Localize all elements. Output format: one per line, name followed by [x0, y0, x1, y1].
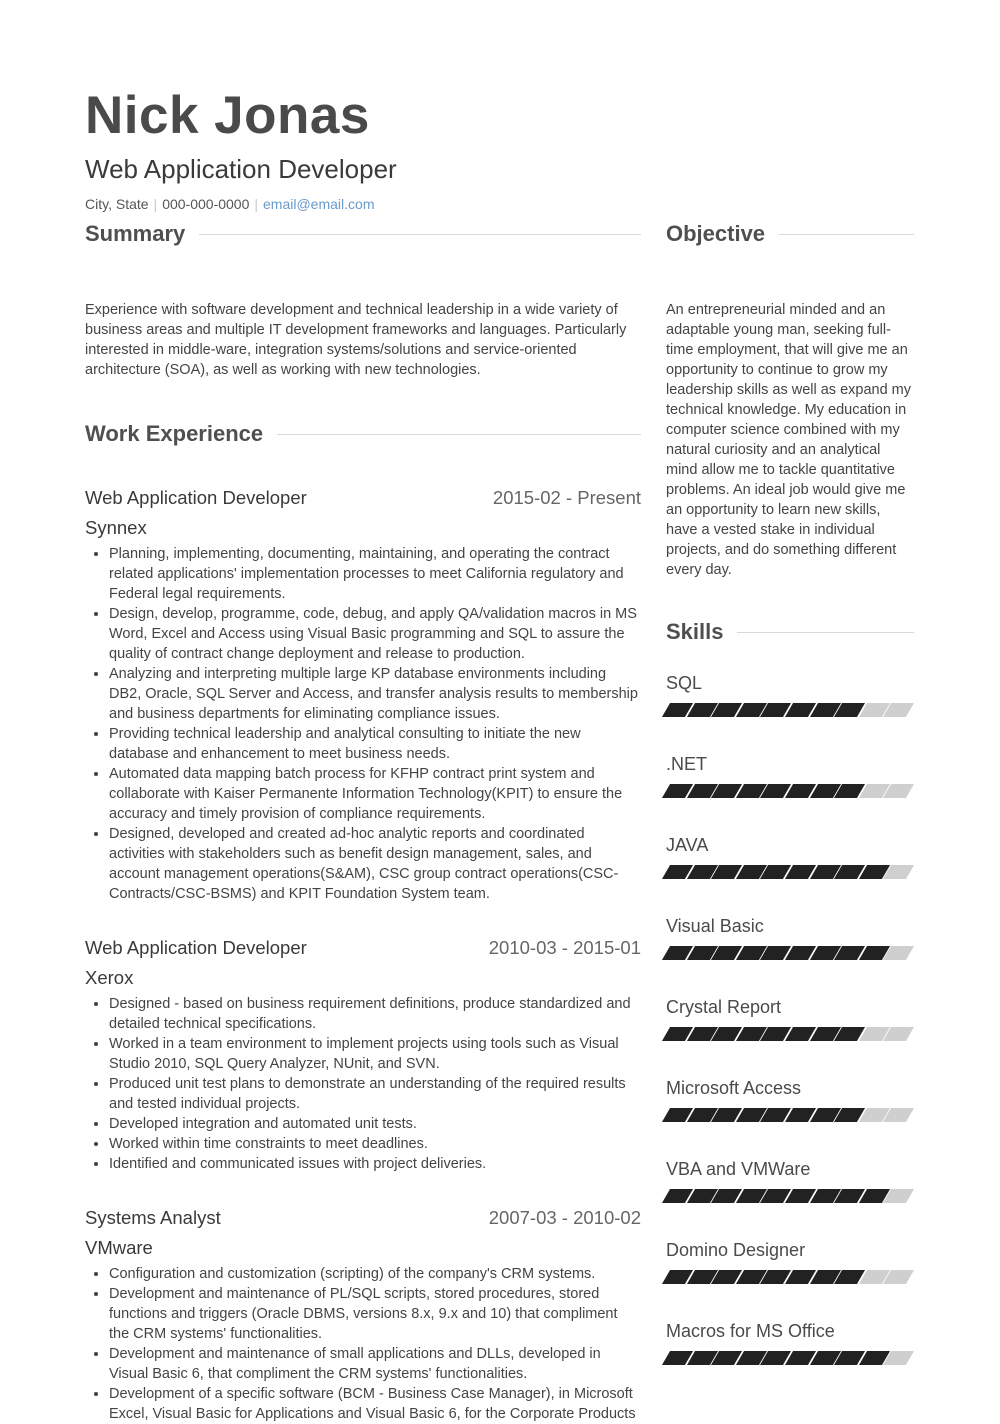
objective-text: An entrepreneurial minded and an adaptable young man, seeking full-time employment, that will give me an opportunity to continue to grow my leadership skills as well as expand my technical knowledge. My education in computer science combined with my natural curiosity and an analytical mind allow me to tackle quantitative problems. An ideal job would give me an opportunity to learn new skills, have a vested stake in individual projects, and do something different every day. — [666, 302, 911, 578]
skill-level-bar — [666, 1108, 914, 1122]
skill-name: Microsoft Access — [666, 1078, 802, 1098]
skill-item — [666, 1158, 914, 1203]
job-entry — [85, 936, 641, 1174]
job-bullet: • Design, develop, programme, code, debug, and apply QA/validation macros in MS Word, Excel and Access using Visual Basic programming and SQL to assure the quality of contract change deployment and release to production. — [109, 604, 641, 664]
section-divider — [277, 434, 641, 435]
skill-item — [666, 1320, 914, 1365]
skill-name: Macros for MS Office — [666, 1321, 835, 1341]
job-bullet: • Designed, developed and created ad-hoc analytic reports and coordinated activities with stakeholders such as benefit design management, sales, and account management operations(S&AM), CSC group contract operations(CSC-Contracts/CSC-BSMS) and KPIT Foundation System team. — [109, 824, 641, 904]
job-dates: 2015-02 - Present — [492, 487, 641, 508]
skill-level-bar — [666, 784, 914, 798]
summary-text: Experience with software development and technical leadership in a wide variety of business areas and multiple IT development frameworks and languages. Particularly interested in middle-ware, integration systems/solutions and service-oriented architecture (SOA), as well as working with new technologies. — [85, 302, 627, 378]
contact-location: City, State — [85, 196, 149, 212]
job-bullet: • Development and maintenance of small applications and DLLs, developed in Visual Basic 6, that compliment the CRM systems' functionalities. — [109, 1344, 641, 1384]
job-bullet: • Produced unit test plans to demonstrate an understanding of the required results and tested individual projects. — [109, 1074, 641, 1114]
job-bullet: • Worked within time constraints to meet deadlines. — [109, 1134, 641, 1154]
skill-name: Visual Basic — [666, 916, 764, 936]
job-title: Web Application Developer — [85, 487, 307, 508]
skill-level-bar — [666, 1027, 914, 1041]
job-bullet-list — [85, 994, 641, 1174]
job-dates: 2007-03 - 2010-02 — [488, 1207, 641, 1228]
job-company: Synnex — [85, 517, 147, 538]
side-column — [666, 220, 914, 1401]
job-entry — [85, 486, 641, 904]
job-list — [85, 486, 641, 1424]
skill-name: VBA and VMWare — [666, 1159, 811, 1179]
job-bullet: • Developed integration and automated unit tests. — [109, 1114, 641, 1134]
skill-level-bar — [666, 865, 914, 879]
summary-section-header — [85, 220, 641, 248]
skill-level-bar — [666, 1351, 914, 1365]
skill-name: JAVA — [666, 835, 709, 855]
skill-level-bar — [666, 1189, 914, 1203]
skill-level-bar — [666, 1270, 914, 1284]
job-bullet: • Development of a specific software (BCM - Business Case Manager), in Microsoft Excel, Visual Basic for Applications and Visual Basic 6, for the Corporate Products — [109, 1384, 641, 1424]
section-divider — [737, 632, 914, 633]
job-header — [85, 486, 641, 510]
main-column — [85, 220, 641, 1424]
candidate-title: Web Application Developer — [85, 154, 397, 184]
skill-level-bar — [666, 703, 914, 717]
job-bullet: • Identified and communicated issues with project deliveries. — [109, 1154, 641, 1174]
section-divider — [779, 234, 914, 235]
skill-item — [666, 996, 914, 1041]
skill-item — [666, 1239, 914, 1284]
job-company: Xerox — [85, 967, 134, 988]
skill-name: Domino Designer — [666, 1240, 806, 1260]
skill-item — [666, 834, 914, 879]
contact-separator: | — [153, 196, 158, 212]
section-divider — [199, 234, 641, 235]
skill-level-bar — [666, 946, 914, 960]
skill-name: .NET — [666, 754, 708, 774]
experience-section-header — [85, 420, 641, 448]
job-bullet: • Configuration and customization (scripting) of the company's CRM systems. — [109, 1264, 641, 1284]
contact-line — [85, 195, 374, 213]
job-bullet: • Planning, implementing, documenting, maintaining, and operating the contract related applications' implementation processes to meet California regulatory and Federal legal requirements. — [109, 544, 641, 604]
skills-heading: Skills — [666, 619, 724, 644]
skill-item — [666, 915, 914, 960]
skills-section-header — [666, 618, 914, 646]
contact-phone: 000-000-0000 — [162, 196, 250, 212]
contact-email-link[interactable]: email@email.com — [263, 196, 375, 212]
skill-item — [666, 1077, 914, 1122]
job-bullet: • Analyzing and interpreting multiple large KP database environments including DB2, Oracle, SQL Server and Access, and transfer analysis results to membership and business departments for eliminating compliance issues. — [109, 664, 641, 724]
job-bullet: • Designed - based on business requirement definitions, produce standardized and detailed technical specifications. — [109, 994, 641, 1034]
job-bullet-list — [85, 1264, 641, 1424]
skill-name: SQL — [666, 673, 703, 693]
experience-heading: Work Experience — [85, 421, 264, 446]
objective-heading: Objective — [666, 221, 766, 246]
job-bullet: • Development and maintenance of PL/SQL scripts, stored procedures, stored functions and triggers (Oracle DBMS, versions 8.x, 9.x and 10) that compliment the CRM systems' functionalities. — [109, 1284, 641, 1344]
objective-section-header — [666, 220, 914, 248]
job-bullet: • Providing technical leadership and analytical consulting to initiate the new database and enhancement to meet business needs. — [109, 724, 641, 764]
candidate-name: Nick Jonas — [85, 86, 370, 145]
job-company: VMware — [85, 1237, 153, 1258]
job-title: Web Application Developer — [85, 937, 307, 958]
job-header — [85, 936, 641, 960]
skill-list — [666, 672, 914, 1365]
job-entry — [85, 1206, 641, 1424]
skill-name: Crystal Report — [666, 997, 782, 1017]
job-dates: 2010-03 - 2015-01 — [488, 937, 641, 958]
summary-heading: Summary — [85, 221, 186, 246]
job-header — [85, 1206, 641, 1230]
job-bullet-list — [85, 544, 641, 904]
skill-item — [666, 672, 914, 717]
job-title: Systems Analyst — [85, 1207, 221, 1228]
contact-separator: | — [254, 196, 259, 212]
skill-item — [666, 753, 914, 798]
job-bullet: • Automated data mapping batch process for KFHP contract print system and collaborate with Kaiser Permanente Information Technology(KPIT) to ensure the accuracy and timely provision of compliance requirements. — [109, 764, 641, 824]
job-bullet: • Worked in a team environment to implement projects using tools such as Visual Studio 2010, SQL Query Analyzer, NUnit, and SVN. — [109, 1034, 641, 1074]
